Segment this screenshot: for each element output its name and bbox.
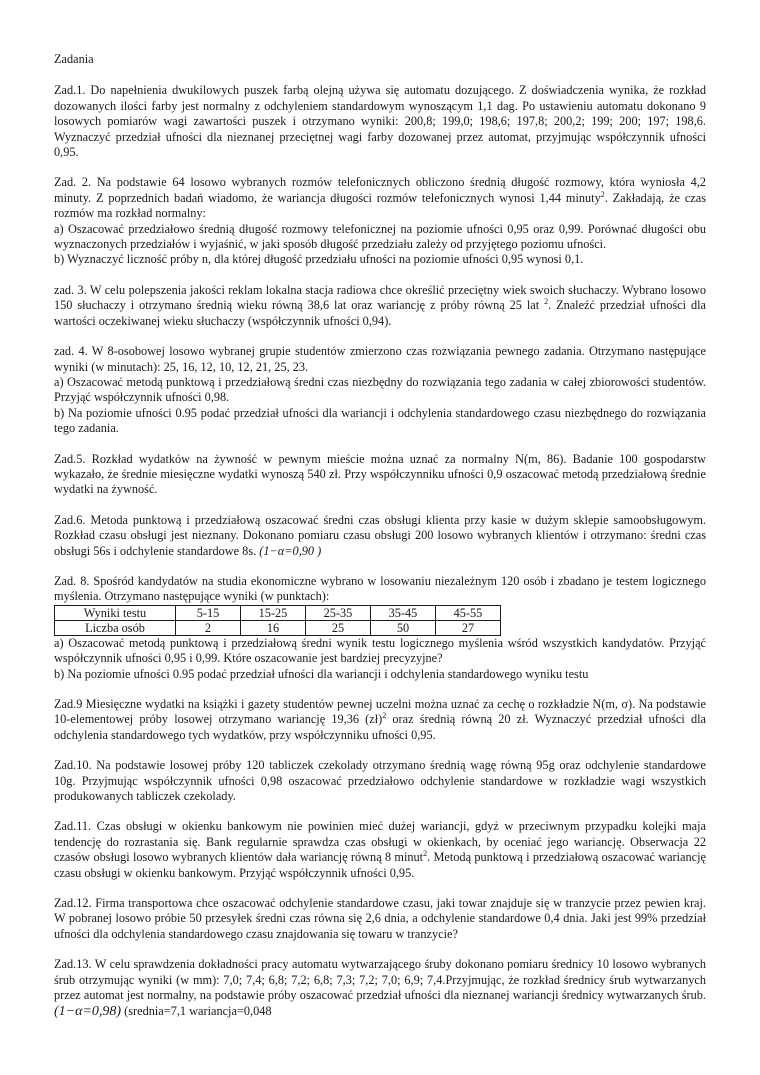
task-4 (54, 344, 706, 436)
results-table (54, 605, 501, 636)
table-cell: 50 (371, 620, 436, 635)
task-6-body: Zad.6. Metoda punktową i przedziałową oszacować średni czas obsługi klienta przy kasie w dużym sklepie samoobsługowym. Rozkład czasu obsługi jest nieznany. Dokonano pomiaru czasu obsługi 200 losowo wybranych klientów i otrzymano: średni czas obsługi 56s i odchylenie standardowe 8s. (54, 512, 706, 558)
task-8-intro: Zad. 8. Spośród kandydatów na studia ekonomiczne wybrano w losowaniu niezależnym 120 osób i zbadano je testem logicznego myślenia. Otrzymano następujące wyniki (w punktach): (54, 573, 706, 604)
task-11-text-a: Zad.11. Czas obsługi w okienku bankowym nie powinien mieć dużej wariancji, gdyż w przeciwnym przypadku kolejki maja tendencję do rozrastania się. Bank regularnie sprawdza czas obsługi w okienkach, by oceniać jego wariancję. Obserwacja 22 czasów obsługi losowo wybranych klientów dała wariancję równą 8 minut (54, 819, 706, 865)
task-10-text: Zad.10. Na podstawie losowej próby 120 tabliczek czekolady otrzymano średnią wagę równą 95g oraz odchylenie standardowe 10g. Przyjmując współczynnik ufności 0,98 oszacować przedziałowo odchylenie standardowe w rozkładzie wagi wszystkich produkowanych tabliczek czekolady. (54, 758, 706, 804)
task-13-text (54, 957, 706, 1019)
task-8-part-a: a) Oszacować metodą punktową i przedziałową średni wynik testu logicznego myślenia wśród wszystkich kandydatów. Przyjąć współczynnik ufności 0,95 i 0,99. Które oszacowanie jest bardziej precyzyjne? (54, 635, 706, 666)
task-4-part-a: a) Oszacować metodą punktową i przedziałową średni czas niezbędny do rozwiązania tego zadania w całej zbiorowości studentów. Przyjąć współczynnik ufności 0,98. (54, 374, 706, 405)
task-11-text (54, 819, 706, 881)
table-cell: 5-15 (176, 605, 241, 620)
table-cell: 35-45 (371, 605, 436, 620)
task-2-intro-a: Zad. 2. Na podstawie 64 losowo wybranych rozmów telefonicznych obliczono średnią długość rozmowy, która wyniosła 4,2 minuty. Z poprzednich badań wiadomo, że wariancja długości rozmów telefonicznych wynosi 1,44 minuty (54, 175, 706, 205)
superscript-2: 2 (544, 297, 549, 307)
task-13-equation: (1−α=0,98) (54, 1003, 122, 1019)
task-8-part-b: b) Na poziomie ufności 0.95 podać przedział ufności dla wariancji i odchylenia standardowego wyniku testu (54, 666, 589, 681)
superscript-2: 2 (600, 189, 605, 199)
task-10 (54, 758, 706, 804)
task-13 (54, 957, 706, 1019)
task-13-body: Zad.13. W celu sprawdzenia dokładności pracy automatu wytwarzającego śruby dokonano pomiaru średnicy 10 losowo wybranych śrub otrzymując wyniki (w mm): 7,0; 7,4; 6,8; 7,2; 6,8; 7,3; 7,2; 7,0; 6,9; 7,4.Przyjmując, że rozkład średnicy śrub wytwarzanych przez automat jest normalny, na podstawie próby oszacować przedział ufności dla nieznanej wariancji średnicy wytwarzanych śrub. (54, 957, 706, 1003)
task-8 (54, 574, 706, 682)
task-9-text-a: Zad.9 Miesięczne wydatki na książki i gazety studentów pewnej uczelni można uznać za cechę o rozkładzie N(m, σ). Na podstawie 10-elementowej próby losowej otrzymano wariancję 19,36 (zł) (54, 697, 706, 727)
table-row (55, 620, 501, 635)
table-cell: 25 (306, 620, 371, 635)
superscript-2: 2 (382, 711, 387, 721)
task-2-intro-b: . Zakładają, że czas rozmów ma rozkład normalny: (54, 190, 706, 221)
task-2-part-a: a) Oszacować przedziałowo średnią długość rozmowy telefonicznej na poziomie ufności 0,95 oraz 0,99. Porównać długości obu wyznaczonych przedziałów i wyjaśnić, w jaki sposób długość przedziału zależy od przyjętego poziomu ufności. (54, 221, 706, 252)
task-13-note: (srednia=7,1 wariancja=0,048 (121, 1003, 272, 1018)
task-3-text-b: . Znaleźć przedział ufności dla wartości oczekiwanej wieku słuchaczy (współczynnik ufności 0,94). (54, 298, 706, 328)
task-6-text (54, 513, 706, 559)
table-cell: 15-25 (241, 605, 306, 620)
page-heading: Zadania (54, 52, 94, 66)
task-12 (54, 896, 706, 942)
table-cell: 25-35 (306, 605, 371, 620)
document-page (54, 52, 706, 1034)
table-row-header: Liczba osób (55, 620, 176, 635)
task-11 (54, 819, 706, 881)
task-12-text: Zad.12. Firma transportowa chce oszacować odchylenie standardowe czasu, jaki towar znajduje się w tranzycie przez pewien kraj. W pobranej losowo próbie 50 przesyłek średni czas równa się 2,6 dnia, a odchylenie standardowe 0,4 dnia. Jaki jest 99% przedział ufności dla odchylenia standardowego czasu znajdowania się towaru w tranzycie? (54, 896, 706, 941)
superscript-2: 2 (423, 849, 428, 859)
task-2-intro (54, 175, 706, 221)
table-cell: 2 (176, 620, 241, 635)
task-2 (54, 175, 706, 267)
task-9-text (54, 697, 706, 743)
table-row (55, 605, 501, 620)
task-9 (54, 697, 706, 743)
task-6 (54, 513, 706, 559)
task-1-text: Zad.1. Do napełnienia dwukilowych puszek farbą olejną używa się automatu dozującego. Z doświadczenia wynika, że rozkład dozowanych ilości farby jest normalny z odchyleniem standardowym wynoszącym 1,1 dag. Po ustawieniu automatu dokonano 9 losowych pomiarów wagi zawartości puszek i otrzymano wyniki: 200,8; 199,0; 198,6; 197,8; 200,2; 199; 200; 197; 198,6. Wyznaczyć przedział ufności dla nieznanej przeciętnej wagi farby dozowanej przez automat, przyjmując współczynnik ufności 0,95. (54, 83, 706, 160)
task-3 (54, 283, 706, 329)
task-5 (54, 452, 706, 498)
task-3-text-a: zad. 3. W celu polepszenia jakości reklam lokalna stacja radiowa chce określić przeciętny wiek swoich słuchaczy. Wybrano losowo 150 słuchaczy i otrzymano średnią wieku równą 38,6 lat oraz wariancję z próby równą 25 lat (54, 282, 706, 313)
task-3-text (54, 283, 706, 329)
task-4-part-b: b) Na poziomie ufności 0.95 podać przedział ufności dla wariancji i odchylenia standardowego czasu niezbędnego do rozwiązania tego zadania. (54, 405, 706, 436)
table-cell: 16 (241, 620, 306, 635)
task-6-equation: (1−α=0,90 ) (259, 543, 322, 558)
task-4-intro: zad. 4. W 8-osobowej losowo wybranej grupie studentów zmierzono czas rozwiązania pewnego zadania. Otrzymano następujące wyniki (w minutach): 25, 16, 12, 10, 12, 21, 25, 23. (54, 344, 706, 374)
table-cell: 27 (436, 620, 501, 635)
task-11-text-b: . Metodą punktową i przedziałową oszacować wariancję czasu obsługi w okienku bankowym. Przyjąć współczynnik ufności 0,95. (54, 850, 706, 880)
task-9-text-b: oraz średnią równą 20 zł. Wyznaczyć przedział ufności dla odchylenia standardowego tych wydatków, przy współczynniku ufności 0,95. (54, 712, 706, 742)
table-cell: 45-55 (436, 605, 501, 620)
table-row-header: Wyniki testu (55, 605, 176, 620)
task-5-text: Zad.5. Rozkład wydatków na żywność w pewnym mieście można uznać za normalny N(m, 86). Badanie 100 gospodarstw wykazało, że średnie miesięczne wydatki wynoszą 540 zł. Przy współczynniku ufności 0,9 oszacować metodą przedziałową średnie wydatki na żywność. (54, 451, 706, 497)
task-2-part-b: b) Wyznaczyć liczność próby n, dla której długość przedziału ufności na poziomie ufności 0,95 wynosi 0,1. (54, 252, 584, 267)
task-1 (54, 83, 706, 160)
